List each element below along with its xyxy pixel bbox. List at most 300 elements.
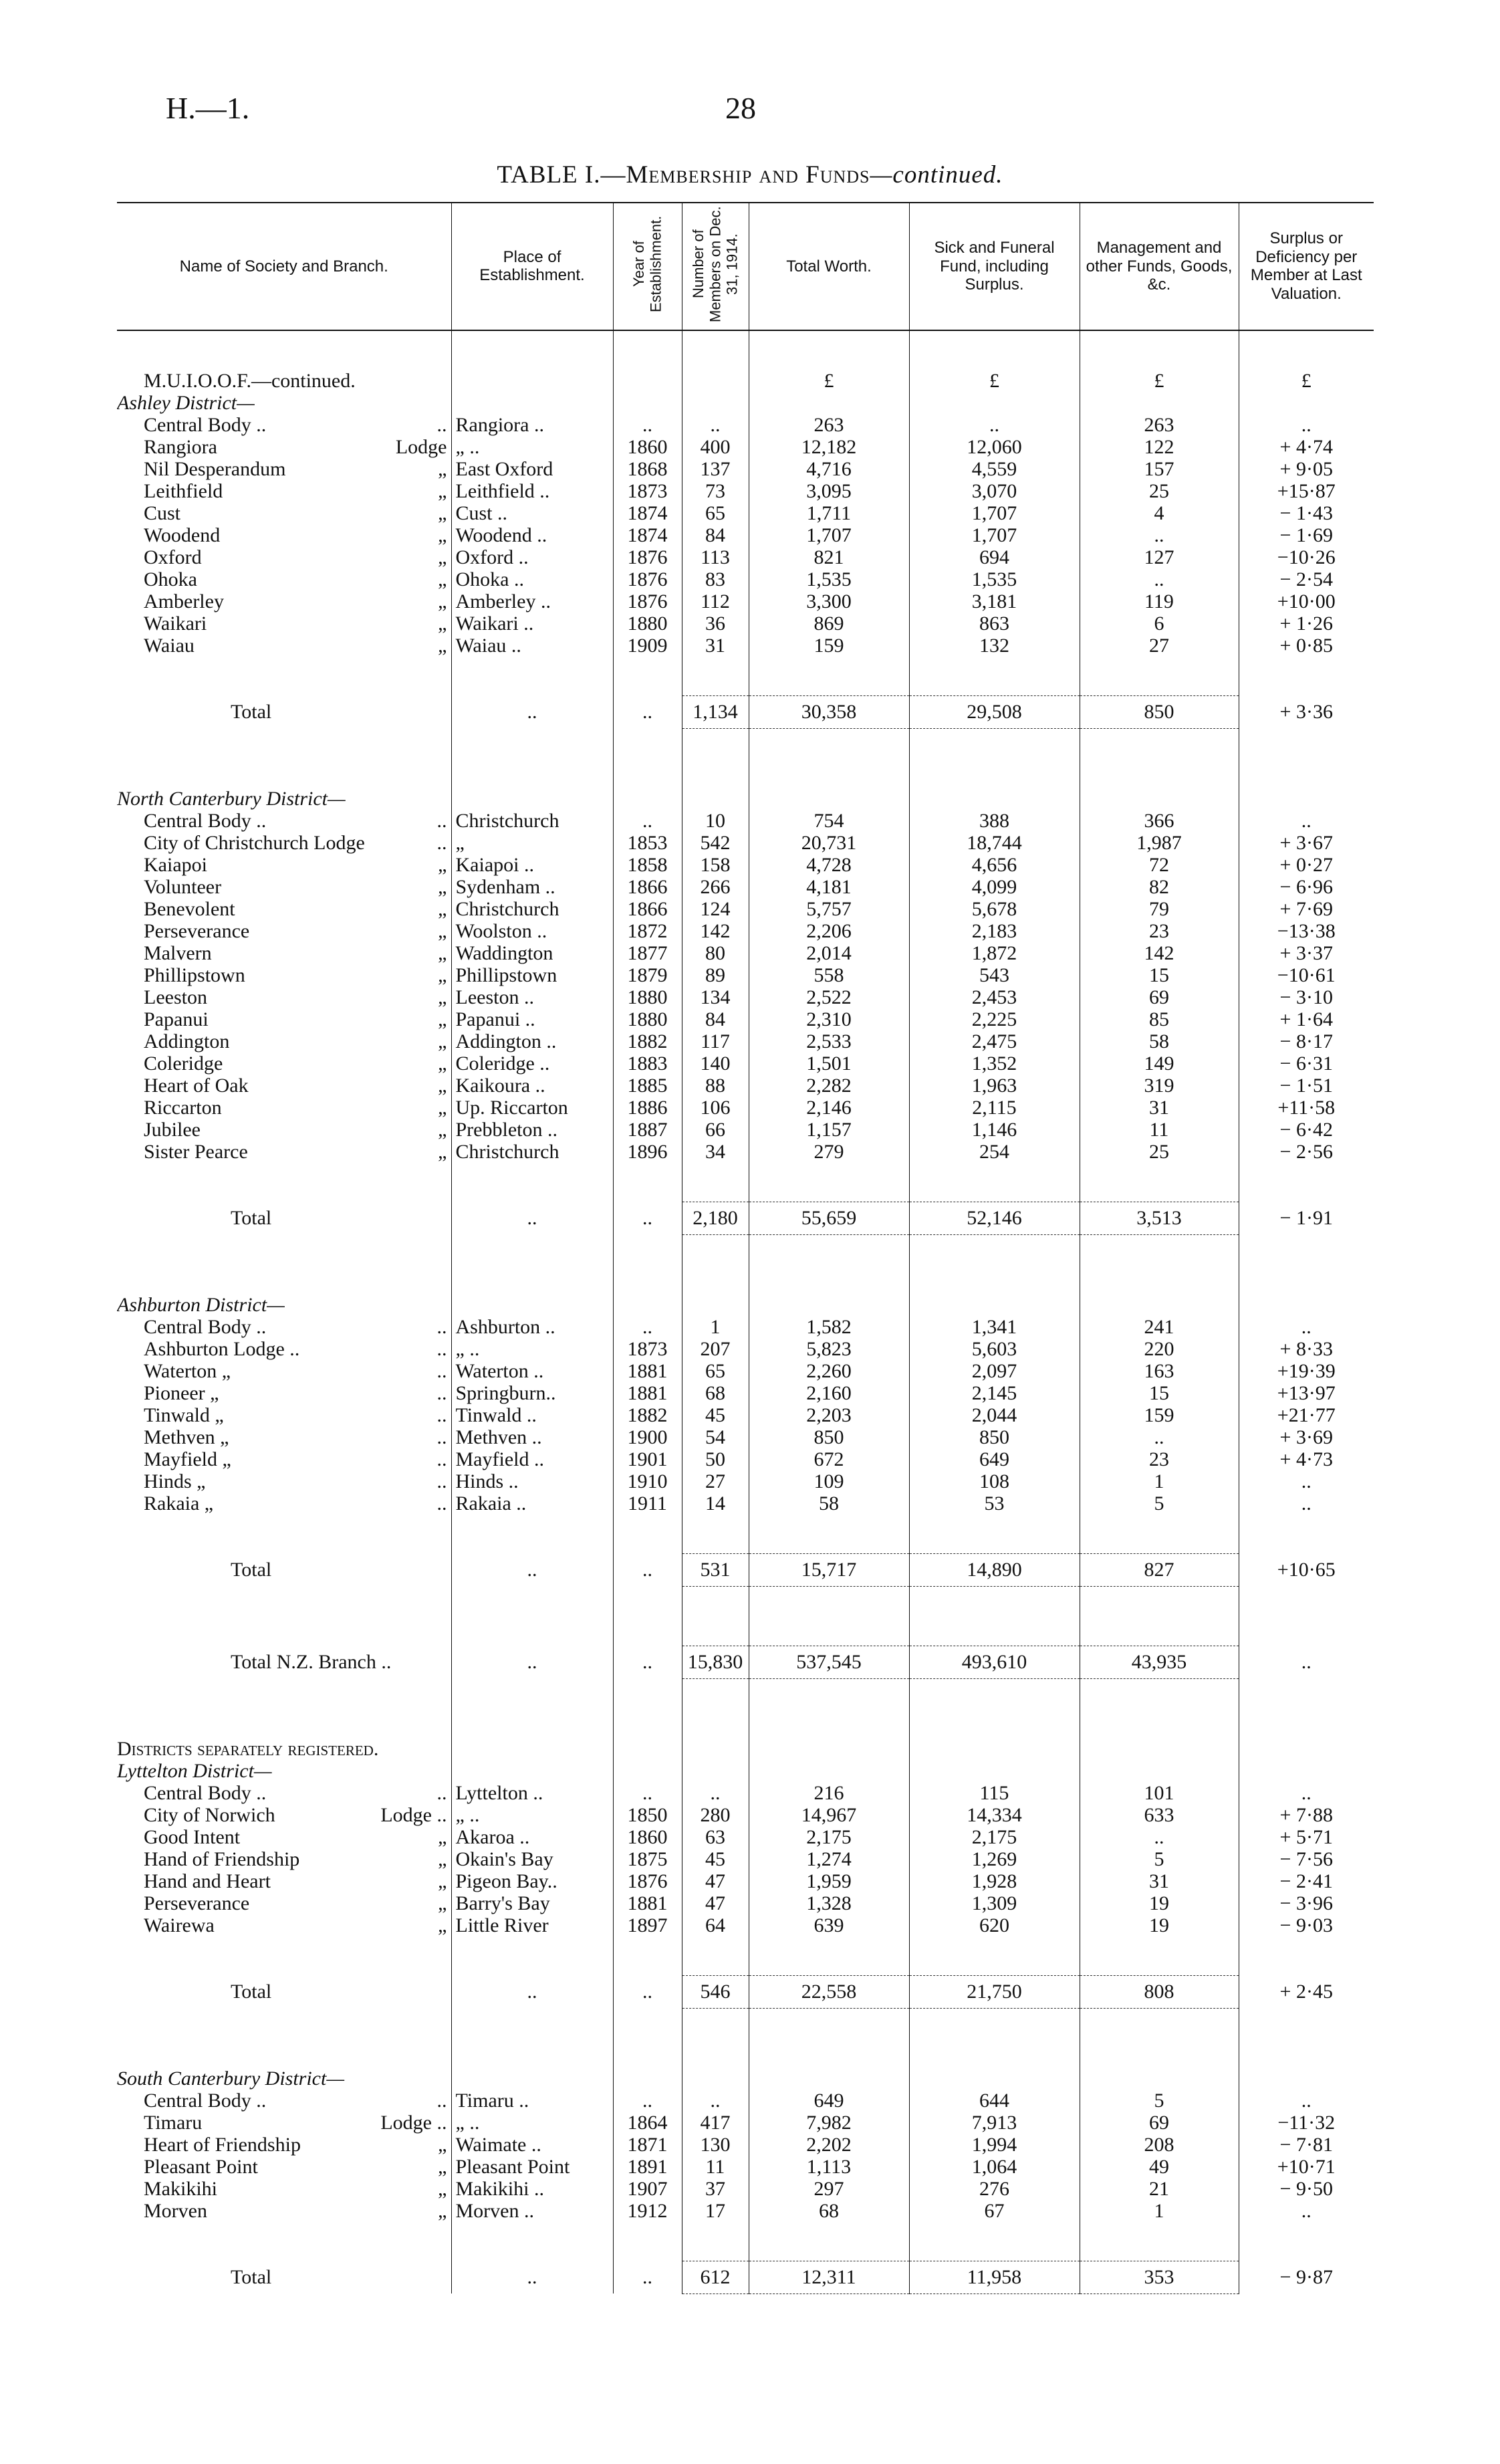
total-worth-cell: 1,328 [749,1892,909,1914]
members-cell: 37 [682,2178,749,2200]
branch-name: Oxford [144,546,202,568]
branch-type: „ [438,501,447,524]
surplus-cell: − 3·96 [1239,1892,1374,1914]
branch-name-cell [117,458,451,480]
table-title [0,160,1500,189]
branch-type: „ [438,941,447,964]
place-cell: Kaiapoi .. [451,854,613,876]
year-cell: 1866 [613,876,682,898]
branch-type: „ [438,590,447,612]
management-cell: 157 [1080,458,1239,480]
place-cell: Hinds .. [451,1470,613,1492]
total-place: .. [451,1646,613,1678]
management-cell: 23 [1080,920,1239,942]
sick-fund-cell: 644 [909,2090,1080,2112]
total-worth-cell: 279 [749,1141,909,1163]
total-worth-cell: 754 [749,810,909,832]
management-cell: 142 [1080,942,1239,964]
branch-name: Good Intent [144,1825,241,1848]
members-cell: 137 [682,458,749,480]
year-cell: 1872 [613,920,682,942]
year-cell: .. [613,1782,682,1804]
branch-name: Malvern [144,941,212,964]
total-worth-cell: 1,501 [749,1052,909,1075]
members-cell: 73 [682,480,749,502]
table-row [117,1492,1374,1515]
total-worth: 30,358 [749,695,909,728]
col-header-place: Place of Establishment. [451,203,613,330]
total-worth-cell: 58 [749,1492,909,1515]
year-cell: 1881 [613,1382,682,1404]
branch-name-cell [117,2134,451,2156]
branch-name-wrap [144,1119,447,1141]
management-cell: 79 [1080,898,1239,920]
table-row [117,1470,1374,1492]
total-label: Total N.Z. Branch .. [231,1651,392,1674]
total-management: 353 [1080,2261,1239,2293]
branch-name-cell [117,1119,451,1141]
branch-name-cell [117,810,451,832]
branch-type: Lodge [395,435,447,458]
sick-fund-cell: 1,707 [909,524,1080,546]
branch-name-wrap [144,458,447,480]
sick-fund-cell: 649 [909,1448,1080,1470]
place-cell: Morven .. [451,2200,613,2222]
branch-type: „ [438,1847,447,1870]
branch-type: .. [436,413,447,436]
members-cell: 117 [682,1030,749,1052]
sick-fund-cell: 694 [909,546,1080,568]
members-cell: 400 [682,436,749,458]
year-cell: 1911 [613,1492,682,1515]
branch-type: Lodge .. [380,1803,447,1826]
place-cell: Leithfield .. [451,480,613,502]
total-worth-cell: 1,582 [749,1316,909,1338]
surplus-cell: .. [1239,810,1374,832]
surplus-cell: − 7·81 [1239,2134,1374,2156]
branch-name-cell [117,1870,451,1892]
sick-fund-cell: 2,175 [909,1826,1080,1848]
management-cell: 5 [1080,1492,1239,1515]
table-row [117,1782,1374,1804]
total-worth-cell: 2,310 [749,1008,909,1030]
year-cell: .. [613,2090,682,2112]
branch-name: Coleridge [144,1052,223,1075]
district-heading: Ashburton District— [117,1293,285,1316]
management-cell: 633 [1080,1804,1239,1826]
total-place: .. [451,695,613,728]
members-cell: 45 [682,1404,749,1426]
surplus-cell: −11·32 [1239,2112,1374,2134]
table-row [117,2090,1374,2112]
total-worth-cell: 850 [749,1426,909,1448]
branch-type: „ [438,479,447,502]
total-worth-cell: 297 [749,2178,909,2200]
branch-type: .. [436,1337,447,1360]
members-cell: 207 [682,1338,749,1360]
branch-name-wrap [144,546,447,568]
surplus-cell: +10·71 [1239,2156,1374,2178]
branch-name-wrap [144,1097,447,1119]
district-heading-row [117,788,1374,810]
branch-name-cell [117,436,451,458]
total-worth-cell: 1,274 [749,1848,909,1870]
members-cell: 113 [682,546,749,568]
sick-fund-cell: 2,115 [909,1097,1080,1119]
sick-fund-cell: 4,099 [909,876,1080,898]
table-row [117,1870,1374,1892]
surplus-cell: − 6·96 [1239,876,1374,898]
year-cell: 1871 [613,2134,682,2156]
surplus-cell: − 2·54 [1239,568,1374,590]
branch-name-wrap [144,1892,447,1914]
sick-fund-cell: 543 [909,964,1080,986]
branch-name: Central Body .. [144,2089,267,2112]
members-cell: 10 [682,810,749,832]
branch-type: „ [438,1140,447,1163]
table-body [117,330,1374,2294]
sick-fund-cell: 1,341 [909,1316,1080,1338]
branch-name: Kaiapoi [144,853,207,876]
total-worth-cell: 869 [749,612,909,635]
district-total-row [117,1202,1374,1234]
year-cell: 1897 [613,1914,682,1936]
sick-fund-cell: 2,145 [909,1382,1080,1404]
total-members: 15,830 [682,1646,749,1678]
place-cell: Addington .. [451,1030,613,1052]
branch-name-wrap [144,524,447,546]
management-cell: 119 [1080,590,1239,612]
branch-name: Central Body .. [144,1315,267,1338]
spacer-row [117,657,1374,696]
branch-name-wrap [144,964,447,986]
total-worth-cell: 821 [749,546,909,568]
branch-name-wrap [144,2156,447,2178]
table-row [117,1141,1374,1163]
sick-fund-cell: 1,707 [909,502,1080,524]
members-cell: 158 [682,854,749,876]
management-cell: 1,987 [1080,832,1239,854]
place-cell: Amberley .. [451,590,613,612]
branch-name-wrap [144,568,447,590]
total-worth-cell: 2,282 [749,1075,909,1097]
total-worth-cell: 1,535 [749,568,909,590]
table-row [117,898,1374,920]
sick-fund-cell: 620 [909,1914,1080,1936]
table-row [117,876,1374,898]
branch-name: Makikihi [144,2177,217,2200]
table-row [117,1892,1374,1914]
sick-fund-cell: 2,225 [909,1008,1080,1030]
total-worth-cell: 1,959 [749,1870,909,1892]
total-worth-cell: 2,146 [749,1097,909,1119]
members-cell: 66 [682,1119,749,1141]
total-worth-cell: 3,300 [749,590,909,612]
surplus-cell: − 6·31 [1239,1052,1374,1075]
place-cell: East Oxford [451,458,613,480]
spacer-row [117,1234,1374,1294]
branch-name-cell [117,502,451,524]
year-cell: 1910 [613,1470,682,1492]
table-row [117,568,1374,590]
members-cell: 14 [682,1492,749,1515]
branch-name: Sister Pearce [144,1140,248,1163]
year-cell: 1860 [613,1826,682,1848]
table-row [117,436,1374,458]
table-row [117,635,1374,657]
total-sick-fund: 52,146 [909,1202,1080,1234]
total-management: 808 [1080,1975,1239,2008]
branch-name-cell [117,1316,451,1338]
col-header-name: Name of Society and Branch. [117,203,451,330]
total-worth-cell: 1,711 [749,502,909,524]
year-cell: 1864 [613,2112,682,2134]
society-heading [117,370,451,392]
place-cell: Woolston .. [451,920,613,942]
total-worth-cell: 672 [749,1448,909,1470]
table-title-main: Membership and Funds [626,161,870,189]
surplus-cell: +19·39 [1239,1360,1374,1382]
management-cell: 127 [1080,546,1239,568]
surplus-cell: − 9·50 [1239,2178,1374,2200]
members-cell: 64 [682,1914,749,1936]
members-cell: 417 [682,2112,749,2134]
branch-type: .. [436,1359,447,1382]
separate-registration-heading: Districts separately registered. [117,1737,379,1760]
branch-type: „ [438,919,447,942]
branch-name-wrap [144,1848,447,1870]
table-row [117,942,1374,964]
total-worth-cell: 2,202 [749,2134,909,2156]
table-row [117,1338,1374,1360]
society-heading-row [117,370,1374,392]
branch-name: Cust [144,501,181,524]
branch-name-wrap [144,1404,447,1426]
management-cell: 58 [1080,1030,1239,1052]
branch-name: Volunteer [144,875,222,898]
management-cell: .. [1080,1826,1239,1848]
branch-name-wrap [144,480,447,502]
place-cell: Prebbleton .. [451,1119,613,1141]
management-cell: 159 [1080,1404,1239,1426]
page-header [0,90,1500,150]
branch-name-wrap [144,854,447,876]
currency-total-worth: £ [749,370,909,392]
branch-name-wrap [144,2134,447,2156]
branch-name: Methven „ [144,1426,229,1448]
management-cell: 15 [1080,964,1239,986]
branch-type: „ [438,986,447,1008]
total-members: 531 [682,1553,749,1586]
total-worth-cell: 649 [749,2090,909,2112]
branch-name-wrap [144,1914,447,1936]
place-cell: Sydenham .. [451,876,613,898]
place-cell: Pigeon Bay.. [451,1870,613,1892]
district-heading-row [117,1760,1374,1782]
branch-name-cell [117,2090,451,2112]
district-heading: Lyttelton District— [117,1759,272,1782]
table-row [117,1382,1374,1404]
total-worth-cell: 1,157 [749,1119,909,1141]
branch-name: City of Christchurch Lodge [144,831,365,854]
management-cell: 27 [1080,635,1239,657]
total-worth-cell: 159 [749,635,909,657]
branch-name-cell [117,1075,451,1097]
table-row [117,414,1374,436]
year-cell: 1877 [613,942,682,964]
table-row [117,458,1374,480]
management-cell: 69 [1080,2112,1239,2134]
branch-name-wrap [144,1870,447,1892]
branch-type: „ [438,634,447,657]
members-cell: 45 [682,1848,749,1870]
year-cell: 1879 [613,964,682,986]
separate-registration-heading-row [117,1738,1374,1760]
members-cell: 27 [682,1470,749,1492]
branch-name-wrap [144,1030,447,1052]
total-worth-cell: 5,823 [749,1338,909,1360]
total-sick-fund: 29,508 [909,695,1080,728]
surplus-cell: .. [1239,1782,1374,1804]
table-row [117,1119,1374,1141]
year-cell: 1880 [613,612,682,635]
sick-fund-cell: 1,963 [909,1075,1080,1097]
total-members: 1,134 [682,695,749,728]
branch-type: „ [438,1030,447,1052]
management-cell: 25 [1080,480,1239,502]
branch-name: Mayfield „ [144,1448,231,1470]
management-cell: 19 [1080,1892,1239,1914]
total-place: .. [451,1975,613,2008]
col-header-members-text: Number of Members on Dec. 31, 1914. [690,206,741,322]
year-cell: 1850 [613,1804,682,1826]
surplus-cell: + 1·64 [1239,1008,1374,1030]
total-worth-cell: 2,203 [749,1404,909,1426]
total-worth-cell: 20,731 [749,832,909,854]
members-cell: 84 [682,1008,749,1030]
branch-name-cell [117,1914,451,1936]
branch-name-cell [117,546,451,568]
sick-fund-cell: 53 [909,1492,1080,1515]
branch-name-cell [117,854,451,876]
branch-name-wrap [144,2112,447,2134]
management-cell: 208 [1080,2134,1239,2156]
spacer-row [117,728,1374,788]
district-heading-row [117,1294,1374,1316]
sick-fund-cell: 850 [909,1426,1080,1448]
branch-name: Riccarton [144,1096,222,1119]
sick-fund-cell: 5,603 [909,1338,1080,1360]
total-surplus: − 1·91 [1239,1202,1374,1234]
year-cell: 1886 [613,1097,682,1119]
branch-name-cell [117,414,451,436]
branch-name-wrap [144,1382,447,1404]
branch-name: Pioneer „ [144,1381,219,1404]
branch-type: „ [438,1870,447,1892]
place-cell: Coleridge .. [451,1052,613,1075]
branch-name-cell [117,1448,451,1470]
total-place: .. [451,2261,613,2293]
branch-name-cell [117,1848,451,1870]
branch-name-cell [117,1052,451,1075]
year-cell: 1868 [613,458,682,480]
total-worth-cell: 4,728 [749,854,909,876]
branch-type: „ [438,457,447,480]
branch-name-cell [117,986,451,1008]
total-worth-cell: 7,982 [749,2112,909,2134]
branch-name: City of Norwich [144,1803,275,1826]
branch-name-cell [117,876,451,898]
branch-type: „ [438,1914,447,1936]
table-row [117,2112,1374,2134]
total-management: 827 [1080,1553,1239,1586]
place-cell: Waterton .. [451,1360,613,1382]
branch-name-wrap [144,1338,447,1360]
total-worth-cell: 2,014 [749,942,909,964]
branch-name-wrap [144,1360,447,1382]
management-cell: .. [1080,524,1239,546]
surplus-cell: + 1·26 [1239,612,1374,635]
management-cell: 21 [1080,2178,1239,2200]
members-cell: 280 [682,1804,749,1826]
branch-name-wrap [144,1470,447,1492]
management-cell: 149 [1080,1052,1239,1075]
sick-fund-cell: 1,269 [909,1848,1080,1870]
members-cell: 36 [682,612,749,635]
members-cell: 47 [682,1892,749,1914]
year-cell: 1876 [613,568,682,590]
surplus-cell: .. [1239,1492,1374,1515]
total-worth: 537,545 [749,1646,909,1678]
members-cell: 1 [682,1316,749,1338]
branch-name-cell [117,964,451,986]
currency-surplus: £ [1239,370,1374,392]
place-cell: „ [451,832,613,854]
year-cell: .. [613,1316,682,1338]
membership-funds-table [117,202,1374,2294]
sick-fund-cell: 2,044 [909,1404,1080,1426]
branch-name: Heart of Friendship [144,2133,301,2156]
district-total-row [117,2261,1374,2293]
table-row [117,810,1374,832]
table-row [117,1826,1374,1848]
surplus-cell: + 0·85 [1239,635,1374,657]
members-cell: 266 [682,876,749,898]
members-cell: 83 [682,568,749,590]
total-surplus: + 3·36 [1239,695,1374,728]
branch-type: „ [438,612,447,635]
branch-name-wrap [144,635,447,657]
branch-name-cell [117,942,451,964]
table-row [117,920,1374,942]
branch-type: „ [438,897,447,920]
branch-name-wrap [144,898,447,920]
surplus-cell: − 9·03 [1239,1914,1374,1936]
members-cell: 134 [682,986,749,1008]
spacer-row [117,1163,1374,1202]
place-cell: Up. Riccarton [451,1097,613,1119]
branch-name-wrap [144,876,447,898]
sick-fund-cell: 3,181 [909,590,1080,612]
branch-name-wrap [144,2090,447,2112]
management-cell: 25 [1080,1141,1239,1163]
sick-fund-cell: 1,994 [909,2134,1080,2156]
surplus-cell: − 3·10 [1239,986,1374,1008]
year-cell: .. [613,414,682,436]
branch-name: Rangiora [144,435,217,458]
total-worth-cell: 3,095 [749,480,909,502]
col-header-year [613,203,682,330]
